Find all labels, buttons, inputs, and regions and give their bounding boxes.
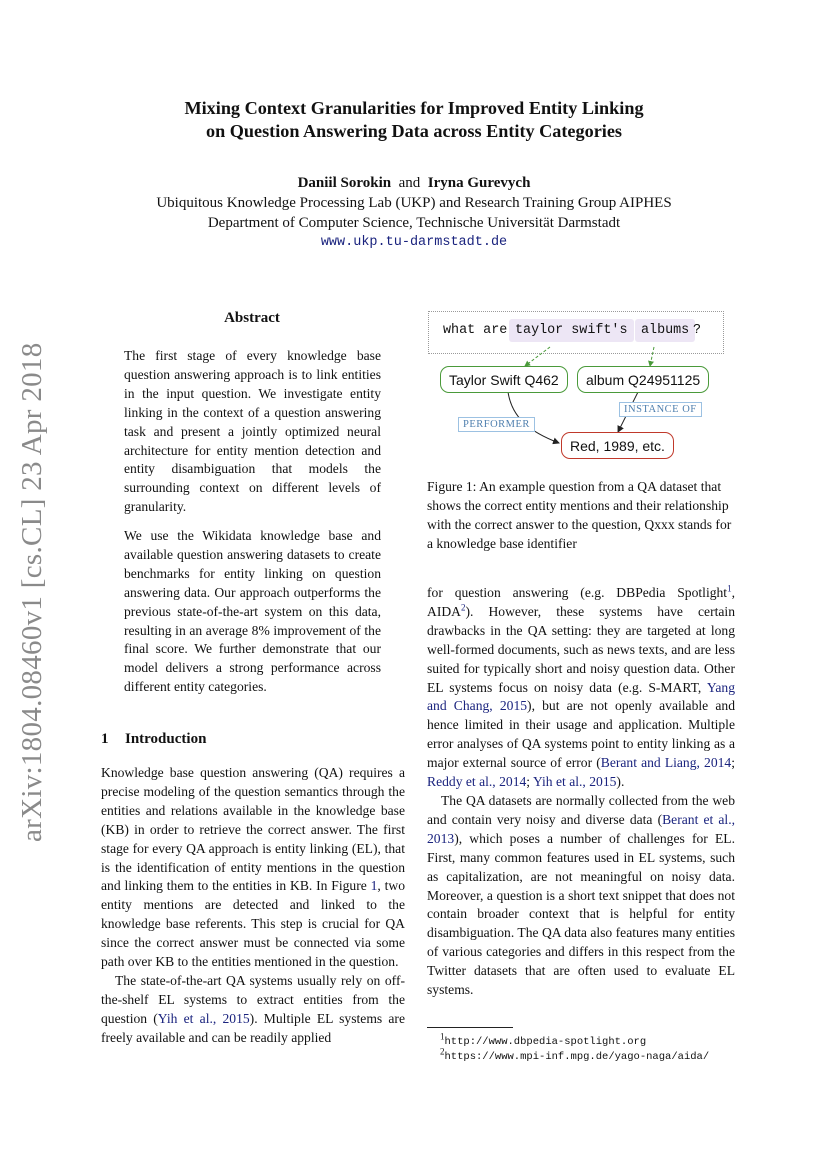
citation-separator: ; xyxy=(731,755,735,771)
question-token-what-are: what are xyxy=(443,323,508,338)
right-p2-b: ), which poses a number of challenges for EL. First, many common features used in EL systems, such as capitalization, are not meaningful on noisy data. Moreover, a question is a short text snippet that does not contain broader context that is helpful for entity disambiguation. The QA data also features many entities of various categories and differs in this respect from the Twitter datasets that are often used to evaluate EL systems. xyxy=(427,830,735,998)
footnote-1 xyxy=(440,1031,647,1050)
right-p1-e: ). xyxy=(616,774,625,790)
intro-p2-text: The state-of-the-art QA systems usually rely on off-the-shelf EL systems to extract entities from the question ( xyxy=(101,972,405,1026)
intro-p1-text: Knowledge base question answering (QA) requires a precise modeling of the question semantics through the entities and relations available in the knowledge base (KB) in order to retrieve the correct answer. The first stage for every QA approach is entity linking (EL), that is the identification of entity mentions in the question and linking them to the entities in KB. In Figure xyxy=(101,765,405,894)
mention-link-albums xyxy=(650,347,654,366)
left-column-body xyxy=(101,764,405,1048)
intro-paragraph-1 xyxy=(101,764,405,972)
citation-link[interactable]: Yang and Chang, 2015 xyxy=(427,679,735,714)
relation-label-instance-of: INSTANCE OF xyxy=(619,402,702,417)
abstract-paragraph-2: We use the Wikidata knowledge base and available question answering datasets to create benchmarks for entity linking on question answering data. Our approach outperforms the previous state-of-the-art system on this data, resulting in an average 8% improvement of the final score. We further demonstrate that our model delivers a strong performance across different entity categories. xyxy=(124,528,381,695)
citation-link[interactable]: Reddy et al., 2014 xyxy=(427,774,527,790)
author-2: Iryna Gurevych xyxy=(427,175,531,191)
title-line-1: Mixing Context Granularities for Improved Entity Linking xyxy=(184,98,644,118)
intro-p2-end: ). Multiple EL systems are freely available and can be readily applied xyxy=(101,1010,405,1045)
author-and: and xyxy=(398,175,421,191)
footnote-2 xyxy=(440,1046,710,1065)
footnote-2-number: 2 xyxy=(440,1046,445,1057)
footnote-2-url[interactable]: https://www.mpi-inf.mpg.de/yago-naga/aida/ xyxy=(444,1051,710,1063)
entity-node-album: album Q24951125 xyxy=(577,366,709,393)
question-mark: ? xyxy=(693,323,702,338)
question-mention-taylor: taylor swift's xyxy=(509,319,634,342)
abstract-heading: Abstract xyxy=(224,310,280,326)
footnote-marker-1[interactable]: 1 xyxy=(727,583,732,594)
entity-node-taylor-swift: Taylor Swift Q462 xyxy=(440,366,568,393)
right-column-body xyxy=(427,584,735,1000)
paper-title xyxy=(0,97,828,143)
title-line-2: on Question Answering Data across Entity Categories xyxy=(206,121,622,141)
affiliation-2: Department of Computer Science, Technische Universität Darmstadt xyxy=(207,215,621,231)
citation-separator: ; xyxy=(526,774,533,790)
footnote-1-number: 1 xyxy=(440,1031,445,1042)
right-p1-c: ). However, these systems have certain drawbacks in the QA setting: they are targeted at long well-formed documents, such as news texts, and are less suited for typically short and noisy question data. Other EL systems focus on noisy data (e.g. S-MART, xyxy=(427,603,735,695)
author-block xyxy=(0,173,828,253)
footnote-1-url[interactable]: http://www.dbpedia-spotlight.org xyxy=(444,1036,647,1048)
right-p1-a: for question answering (e.g. DBPedia Spotlight xyxy=(427,585,728,600)
intro-paragraph-2 xyxy=(101,972,405,1048)
section-title: Introduction xyxy=(125,731,207,747)
author-line xyxy=(0,173,828,193)
section-number: 1 xyxy=(101,731,109,747)
right-paragraph-2 xyxy=(427,792,735,1000)
mention-link-taylor xyxy=(525,347,550,366)
citation-link[interactable]: Berant et al., 2013 xyxy=(427,811,735,846)
arxiv-stamp: arXiv:1804.08460v1 [cs.CL] 23 Apr 2018 xyxy=(16,342,48,842)
footnote-marker-2[interactable]: 2 xyxy=(460,602,466,613)
right-paragraph-1 xyxy=(427,584,735,792)
affiliation-url[interactable]: www.ukp.tu-darmstadt.de xyxy=(320,235,508,250)
section-heading xyxy=(101,731,206,748)
right-p2-a: The QA datasets are normally collected from the web and contain very noisy and diverse data ( xyxy=(427,792,735,827)
author-1: Daniil Sorokin xyxy=(297,175,392,191)
citation-link[interactable]: Yih et al., 2015 xyxy=(157,1010,250,1026)
citation-link[interactable]: Berant and Liang, 2014 xyxy=(600,755,732,771)
right-p1-b: , AIDA xyxy=(427,585,735,619)
figure-caption: Figure 1: An example question from a QA dataset that shows the correct entity mentions and their relationship with the correct answer to the question, Qxxx stands for a knowledge base identifier xyxy=(427,479,732,551)
intro-p1-end: , two entity mentions are detected and linked to the knowledge base referents. This step is crucial for QA since the correct answer must be connected via some path over KB to the entities mentioned in the question. xyxy=(101,878,405,970)
question-mention-albums: albums xyxy=(635,319,695,342)
answer-node: Red, 1989, etc. xyxy=(561,432,674,459)
abstract-paragraph-1: The first stage of every knowledge base question answering approach is to link entities in the input question. We investigate entity linking in the context of a question answering task and present a jointly optimized neural architecture for entity mention detection and entity disambiguation that models the surrounding context on different levels of granularity. xyxy=(124,348,381,515)
relation-label-performer: PERFORMER xyxy=(458,417,535,432)
footnote-divider xyxy=(427,1027,513,1028)
figure-ref-link[interactable]: 1 xyxy=(370,878,378,894)
citation-link[interactable]: Yih et al., 2015 xyxy=(532,774,617,790)
affiliation-1: Ubiquitous Knowledge Processing Lab (UKP) and Research Training Group AIPHES xyxy=(156,195,672,211)
right-p1-d: ), but are not openly available and hence limited in their usage and application. Multiple error analyses of QA systems point to entity linking as a major external source of error ( xyxy=(427,698,735,771)
